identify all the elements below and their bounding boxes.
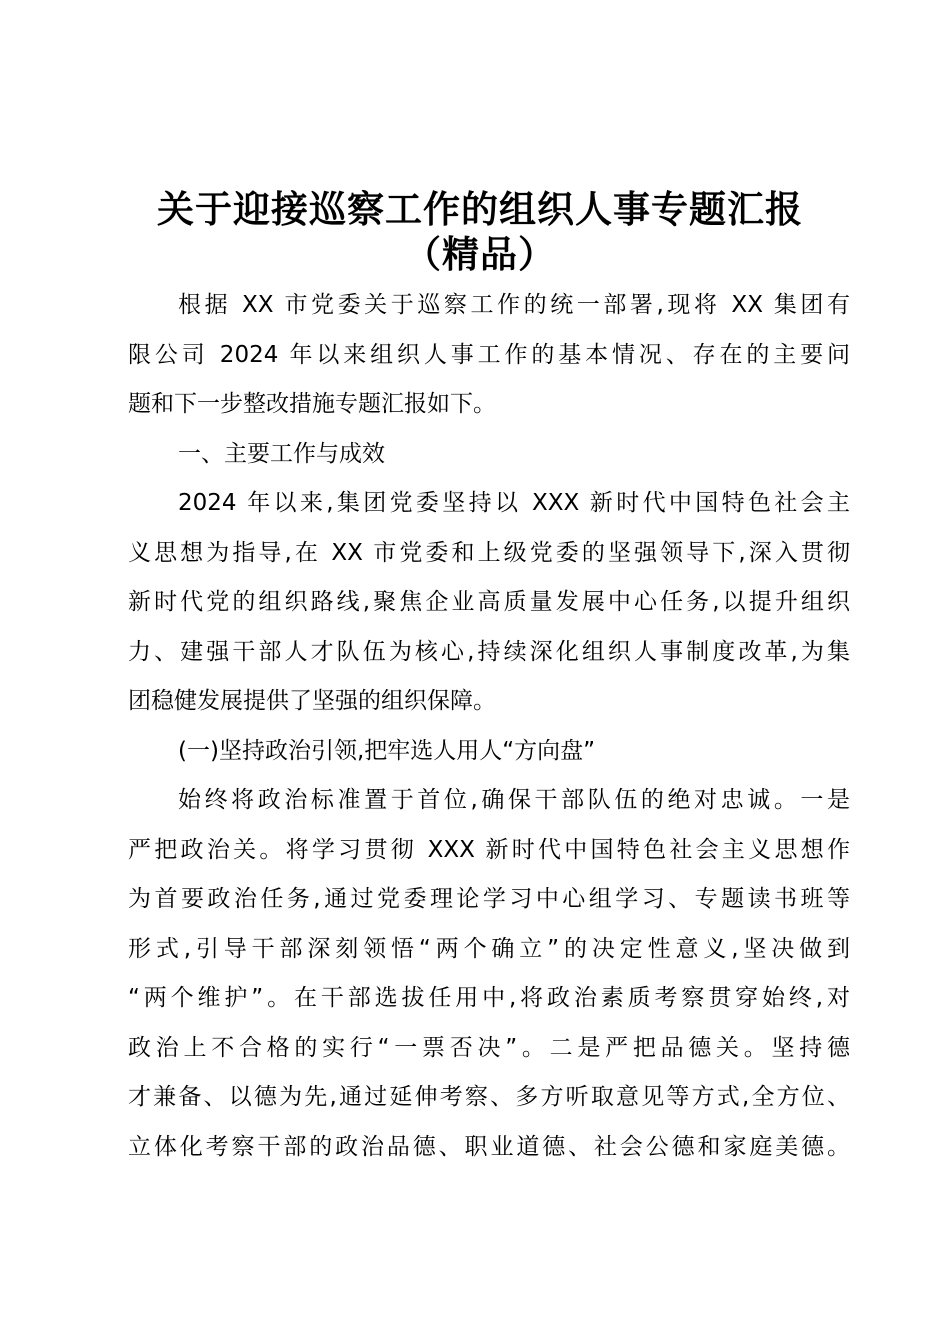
paragraph-line: 政治上不合格的实行“一票否决”。二是严把品德关。坚持德 <box>128 1034 850 1061</box>
paragraph-line: 根据 XX 市党委关于巡察工作的统一部署,现将 XX 集团有 <box>178 292 850 318</box>
subsection-heading: (一)坚持政治引领,把牢选人用人“方向盘” <box>178 737 596 764</box>
paragraph-line: 义思想为指导,在 XX 市党委和上级党委的坚强领导下,深入贯彻 <box>128 539 850 566</box>
document-title-suffix: （精品） <box>404 232 556 276</box>
paragraph-line: 2024 年以来,集团党委坚持以 XXX 新时代中国特色社会主 <box>178 490 850 516</box>
paragraph-line: 新时代党的组织路线,聚焦企业高质量发展中心任务,以提升组织 <box>128 589 850 615</box>
document-title: 关于迎接巡察工作的组织人事专题汇报 <box>157 187 803 231</box>
document-body <box>128 281 850 1172</box>
paragraph-line: 力、建强干部人才队伍为核心,持续深化组织人事制度改革,为集 <box>128 638 850 665</box>
paragraph-line: 严把政治关。将学习贯彻 XXX 新时代中国特色社会主义思想作 <box>128 836 850 863</box>
paragraph-line: “两个维护”。在干部选拔任用中,将政治素质考察贯穿始终,对 <box>128 985 850 1011</box>
paragraph-line: 限公司 2024 年以来组织人事工作的基本情况、存在的主要问 <box>128 341 850 368</box>
paragraph-line: 团稳健发展提供了坚强的组织保障。 <box>128 688 496 714</box>
paragraph-line: 形式,引导干部深刻领悟“两个确立”的决定性意义,坚决做到 <box>128 935 850 962</box>
paragraph-line: 题和下一步整改措施专题汇报如下。 <box>128 391 496 417</box>
paragraph-line: 才兼备、以德为先,通过延伸考察、多方听取意见等方式,全方位、 <box>128 1084 850 1110</box>
section-heading: 一、主要工作与成效 <box>178 440 385 467</box>
paragraph-line: 为首要政治任务,通过党委理论学习中心组学习、专题读书班等 <box>128 886 850 912</box>
paragraph-line: 立体化考察干部的政治品德、职业道德、社会公德和家庭美德。 <box>128 1133 850 1160</box>
paragraph-line: 始终将政治标准置于首位,确保干部队伍的绝对忠诚。一是 <box>178 787 850 813</box>
